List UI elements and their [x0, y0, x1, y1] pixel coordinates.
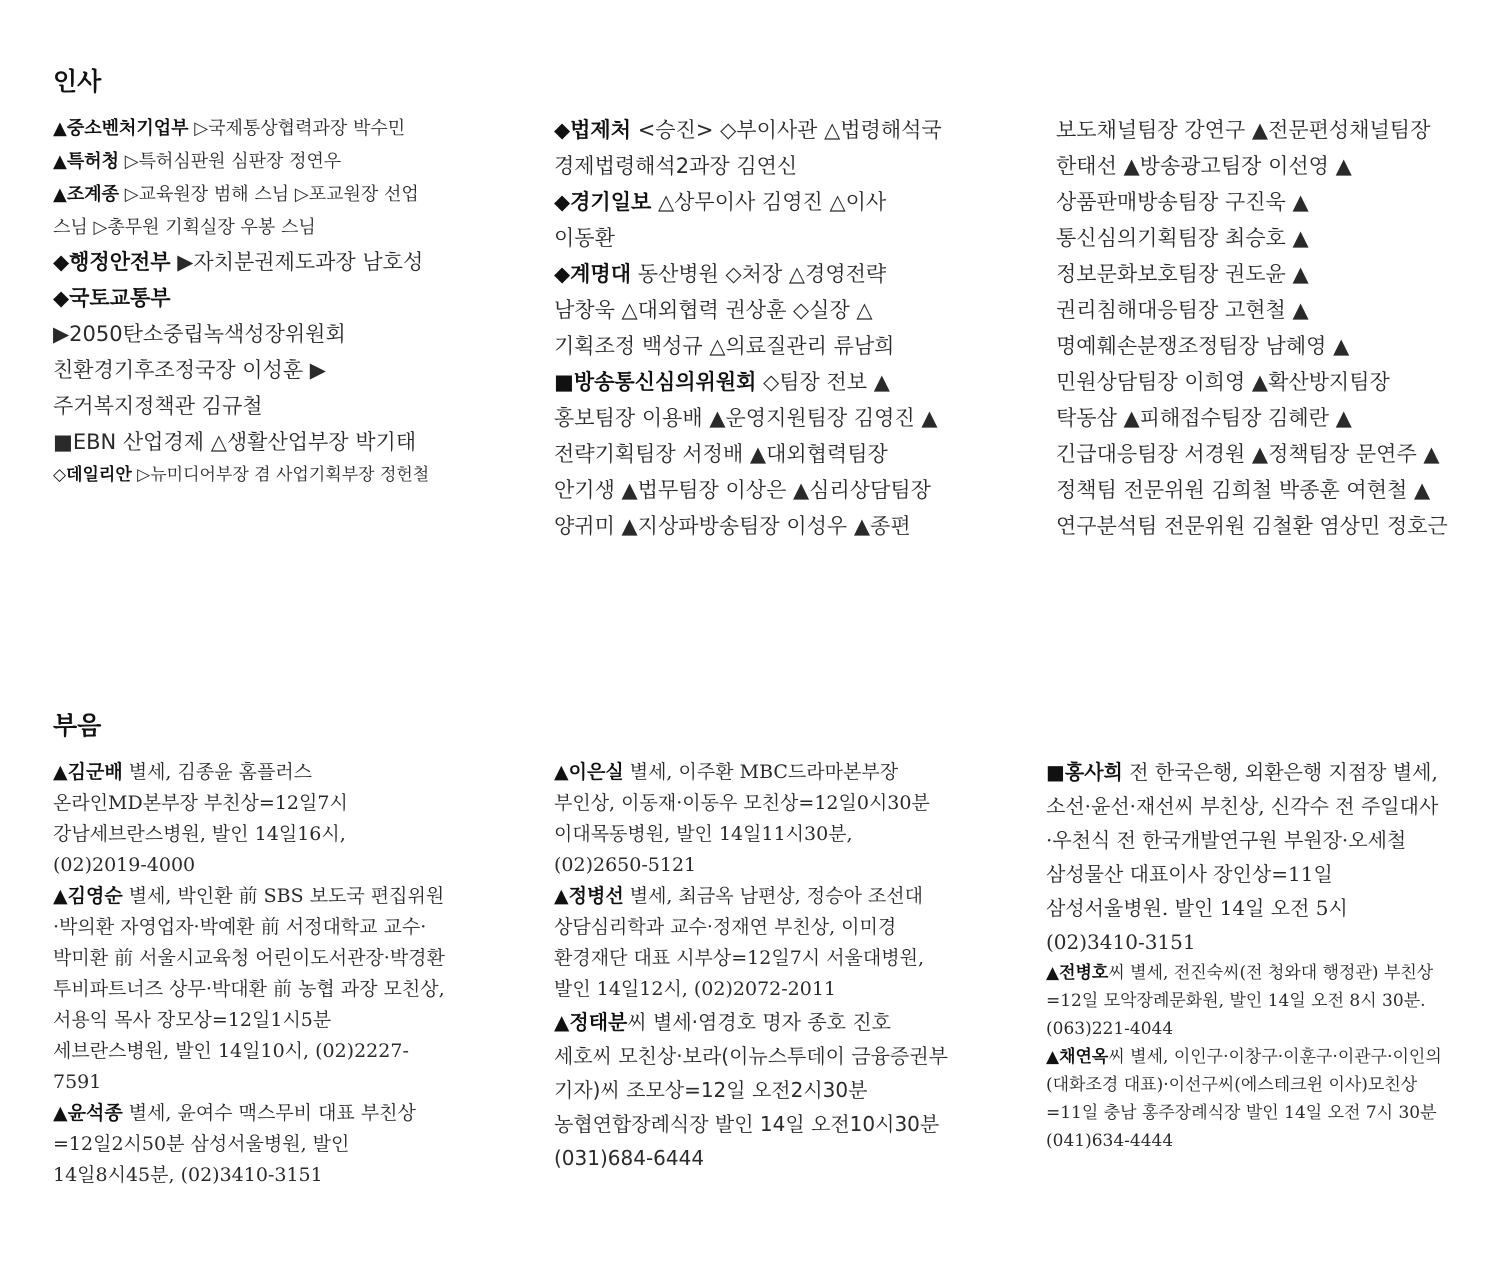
entry-head: ▲김군배: [53, 761, 123, 783]
entry-body: ▶2050탄소중립녹색성장위원회 친환경기후조정국장 이성훈 ▶주거복지정책관 김규철: [53, 322, 346, 418]
personnel-entry: [53, 424, 453, 460]
entry-head: ▲채연옥: [1046, 1047, 1109, 1067]
obituary-column-1: [53, 757, 445, 1191]
entry-body: ■EBN 산업경제 △생활산업부장 박기태: [53, 430, 417, 454]
entry-head: ■방송통신심의위원회: [554, 370, 757, 394]
obituary-column-3: [1046, 755, 1444, 1155]
personnel-entry: [554, 256, 946, 364]
personnel-entry: [554, 112, 946, 184]
entry-head: ◆계명대: [554, 262, 632, 286]
personnel-column-2: [554, 112, 946, 544]
section-title-personnel: 인사: [53, 67, 102, 96]
entry-head: ◇데일리안: [53, 465, 132, 485]
personnel-entry: [53, 112, 453, 145]
obituary-entry: [554, 881, 950, 1005]
entry-body: 씨 별세, 전진숙씨(전 청와대 행정관) 부친상=12일 모악장례문화원, 발인 14일 오전 8시 30분. (063)221-4044: [1046, 963, 1434, 1039]
entry-body: 별세, 최금옥 남편상, 정승아 조선대 상담심리학과 교수·정재연 부친상, 이미경 환경재단 대표 시부상=12일7시 서울대병원, 발인 14일12시, (02)2072-2011: [554, 885, 925, 1000]
obituary-entry: [1046, 755, 1444, 959]
entry-body: ▷국제통상협력과장 박수민: [188, 118, 406, 139]
entry-head: ▲특허청: [53, 151, 120, 172]
entry-head: ▲이은실: [554, 761, 624, 783]
obituary-entry: [53, 757, 445, 881]
entry-body: 별세, 윤여수 맥스무비 대표 부친상=12일2시50분 삼성서울병원, 발인 14일8시45분, (02)3410-3151: [53, 1102, 416, 1186]
personnel-entry: [53, 460, 453, 490]
personnel-column-1: [53, 112, 453, 490]
entry-body: ▷뉴미디어부장 겸 사업기획부장 정헌철: [131, 465, 430, 485]
entry-head: ▲조계종: [53, 184, 120, 205]
obituary-entry: [554, 757, 950, 881]
personnel-entry: [554, 364, 946, 544]
obituary-entry: [53, 881, 445, 1098]
personnel-entry: [53, 178, 453, 244]
entry-head: ▲김영순: [53, 885, 123, 907]
entry-head: ▲정병선: [554, 885, 624, 907]
entry-body: ▷교육원장 범해 스님 ▷포교원장 선업 스님 ▷총무원 기획실장 우봉 스님: [53, 184, 419, 238]
obituary-entry: [1046, 959, 1444, 1043]
personnel-entry: [53, 280, 453, 424]
obituary-entry: [554, 1005, 950, 1175]
personnel-entry: [554, 184, 946, 256]
entry-body: 동산병원 ◇처장 △경영전략 남창욱 △대외협력 권상훈 ◇실장 △기획조정 백성규 △의료질관리 류남희: [554, 262, 895, 358]
entry-body: 별세, 박인환 前 SBS 보도국 편집위원·박의환 자영업자·박예환 前 서정대학교 교수·박미환 前 서울시교육청 어린이도서관장·박경환 투비파트너즈 상무·박대환 前 농협 과장 모친상, 서용익 목사 장모상=12일1시5분 세브란스병원, 발인 14일10시, (02)2227-7591: [53, 885, 445, 1093]
entry-body: 별세, 이주환 MBC드라마본부장 부인상, 이동재·이동우 모친상=12일0시30분 이대목동병원, 발인 14일11시30분, (02)2650-5121: [554, 761, 930, 876]
entry-body: 별세, 김종윤 홈플러스 온라인MD본부장 부친상=12일7시 강남세브란스병원, 발인 14일16시, (02)2019-4000: [53, 761, 348, 876]
entry-head: ◆행정안전부: [53, 250, 171, 274]
entry-head: ▲중소벤처기업부: [53, 118, 189, 139]
entry-body: 전 한국은행, 외환은행 지점장 별세, 소선·윤선·재선씨 부친상, 신각수 전 주일대사·우천식 전 한국개발연구원 부원장·오세철 삼성물산 대표이사 장인상=11일 삼성서울병원. 발인 14일 오전 5시 (02)3410-3151: [1046, 760, 1439, 954]
entry-body: ▶자치분권제도과장 남호성: [170, 250, 424, 274]
entry-head: ▲전병호: [1046, 963, 1109, 983]
entry-head: ■홍사희: [1046, 760, 1123, 784]
obituary-column-2: [554, 757, 950, 1175]
obituary-entry: [53, 1098, 445, 1191]
personnel-column-3: [1056, 112, 1448, 544]
entry-head: ▲윤석종: [53, 1102, 123, 1124]
personnel-entry: [53, 145, 453, 178]
entry-body: ▷특허심판원 심판장 정연우: [119, 151, 342, 172]
entry-head: ◆국토교통부: [53, 286, 171, 310]
entry-body: △상무이사 김영진 △이사 이동환: [554, 190, 887, 250]
obituary-entry: [1046, 1043, 1444, 1155]
section-title-obituaries: 부음: [53, 711, 102, 740]
entry-head: ▲정태분: [554, 1010, 628, 1034]
entry-body: 씨 별세·염경호 명자 종호 진호 세호씨 모친상·보라(이뉴스투데이 금융증권부 기자)씨 조모상=12일 오전2시30분 농협연합장례식장 발인 14일 오전10시30분 (031)684-6444: [554, 1010, 948, 1170]
entry-body: <승진> ◇부이사관 △법령해석국 경제법령해석2과장 김연신: [554, 118, 942, 178]
entry-head: ◆경기일보: [554, 190, 652, 214]
personnel-entry: [1056, 112, 1448, 544]
entry-head: ◆법제처: [554, 118, 632, 142]
personnel-entry: [53, 244, 453, 280]
entry-body: 보도채널팀장 강연구 ▲전문편성채널팀장 한태선 ▲방송광고팀장 이선영 ▲상품판매방송팀장 구진욱 ▲통신심의기획팀장 최승호 ▲정보문화보호팀장 권도윤 ▲권리침해대응팀장 고현철 ▲명예훼손분쟁조정팀장 남혜영 ▲민원상담팀장 이희영 ▲확산방지팀장 탁동삼 ▲피해접수팀장 김혜란 ▲긴급대응팀장 서경원 ▲정책팀장 문연주 ▲정책팀 전문위원 김희철 박종훈 여현철 ▲연구분석팀 전문위원 김철환 염상민 정호근: [1056, 118, 1448, 538]
entry-body: ◇팀장 전보 ▲홍보팀장 이용배 ▲운영지원팀장 김영진 ▲전략기획팀장 서정배 ▲대외협력팀장 안기생 ▲법무팀장 이상은 ▲심리상담팀장 양귀미 ▲지상파방송팀장 이성우 ▲종편: [554, 370, 938, 538]
entry-body: 씨 별세, 이인구·이창구·이훈구·이관구·이인의(대화조경 대표)·이선구씨(에스테크윈 이사)모친상=11일 충남 홍주장례식장 발인 14일 오전 7시 30분 (041)634-4444: [1046, 1047, 1442, 1151]
